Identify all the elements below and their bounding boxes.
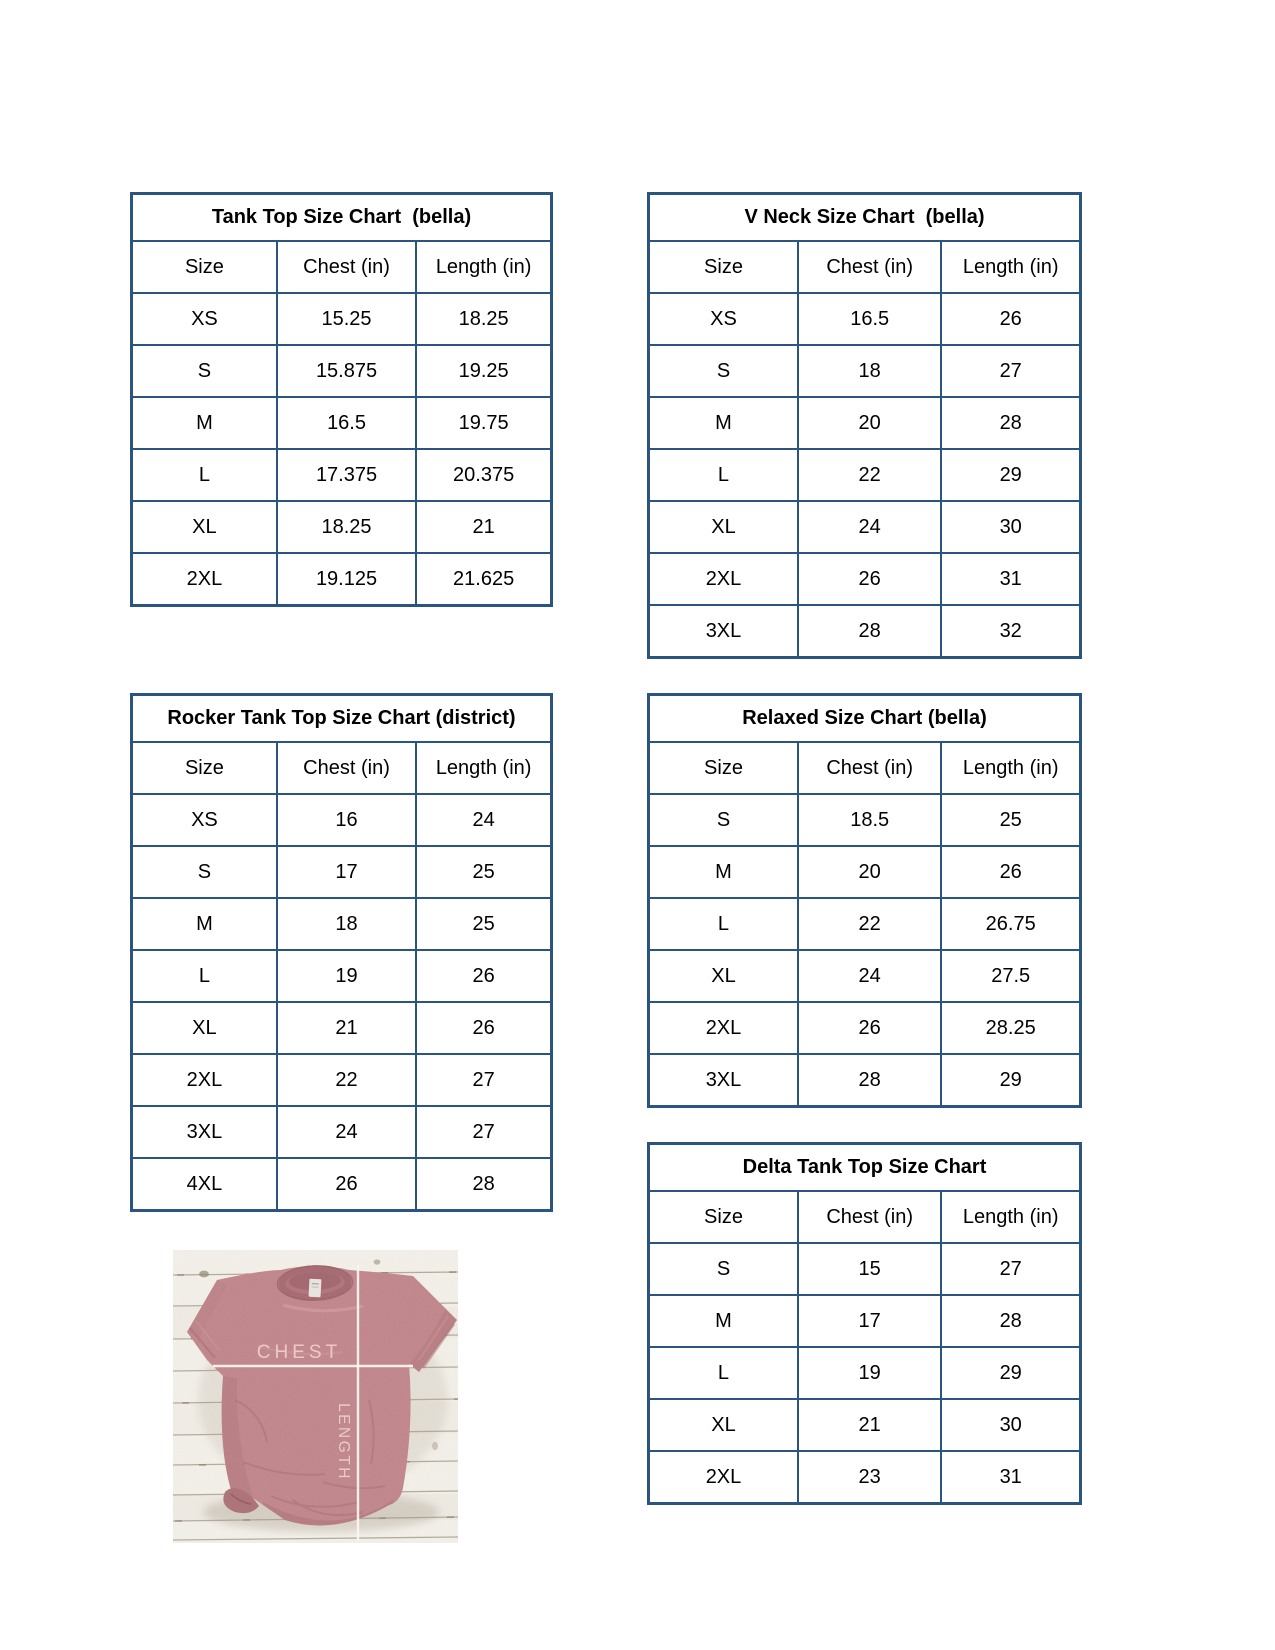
data-row bbox=[132, 1158, 552, 1211]
table-cell: 21 bbox=[277, 1002, 416, 1054]
table-cell: 26 bbox=[277, 1158, 416, 1211]
table-cell: 19.125 bbox=[277, 553, 416, 606]
data-row bbox=[649, 898, 1081, 950]
header-row bbox=[649, 742, 1081, 794]
column-header: Chest (in) bbox=[798, 241, 941, 293]
data-row bbox=[649, 846, 1081, 898]
table-cell: 24 bbox=[798, 501, 941, 553]
table-cell: 22 bbox=[798, 898, 941, 950]
table-cell: 3XL bbox=[649, 1054, 798, 1107]
table-cell: 2XL bbox=[649, 1002, 798, 1054]
data-row bbox=[132, 501, 552, 553]
data-row bbox=[132, 794, 552, 846]
table-cell: 19.75 bbox=[416, 397, 551, 449]
v-neck-size-chart-table bbox=[647, 192, 1082, 659]
table-cell: 25 bbox=[416, 898, 551, 950]
table-cell: 21 bbox=[416, 501, 551, 553]
table-body bbox=[649, 194, 1081, 658]
data-row bbox=[649, 794, 1081, 846]
column-header: Length (in) bbox=[941, 241, 1080, 293]
column-header: Size bbox=[649, 241, 798, 293]
table-cell: 15.25 bbox=[277, 293, 416, 345]
table-body bbox=[649, 695, 1081, 1107]
table-cell: 32 bbox=[941, 605, 1080, 658]
table-cell: L bbox=[132, 449, 277, 501]
table-cell: 24 bbox=[277, 1106, 416, 1158]
delta-tank-top-size-chart-table bbox=[647, 1142, 1082, 1505]
table-cell: M bbox=[132, 898, 277, 950]
table-cell: 28.25 bbox=[941, 1002, 1080, 1054]
data-row bbox=[132, 553, 552, 606]
column-header: Chest (in) bbox=[798, 1191, 941, 1243]
table-cell: 28 bbox=[416, 1158, 551, 1211]
column-header: Chest (in) bbox=[277, 241, 416, 293]
table-cell: 29 bbox=[941, 449, 1080, 501]
table-cell: 26 bbox=[416, 950, 551, 1002]
table-cell: 27 bbox=[941, 1243, 1080, 1295]
table-cell: 26.75 bbox=[941, 898, 1080, 950]
table-cell: 21 bbox=[798, 1399, 941, 1451]
table-cell: 30 bbox=[941, 501, 1080, 553]
title-row bbox=[649, 194, 1081, 242]
table-cell: 25 bbox=[941, 794, 1080, 846]
data-row bbox=[649, 1002, 1081, 1054]
table-title: Rocker Tank Top Size Chart (district) bbox=[132, 695, 552, 743]
table-cell: M bbox=[649, 1295, 798, 1347]
relaxed-size-chart-table bbox=[647, 693, 1082, 1108]
table-cell: XS bbox=[132, 794, 277, 846]
rocker-tank-top-size-chart-table bbox=[130, 693, 553, 1212]
table-title: V Neck Size Chart (bella) bbox=[649, 194, 1081, 242]
column-header: Chest (in) bbox=[277, 742, 416, 794]
table-body bbox=[132, 194, 552, 606]
table-cell: XS bbox=[649, 293, 798, 345]
length-label: LENGTH bbox=[335, 1403, 352, 1481]
table-cell: 15.875 bbox=[277, 345, 416, 397]
table-cell: S bbox=[649, 794, 798, 846]
table-cell: 27 bbox=[416, 1054, 551, 1106]
column-header: Size bbox=[132, 241, 277, 293]
table-cell: 31 bbox=[941, 1451, 1080, 1504]
table-cell: L bbox=[649, 1347, 798, 1399]
table-cell: 25 bbox=[416, 846, 551, 898]
title-row bbox=[132, 194, 552, 242]
table-cell: S bbox=[649, 1243, 798, 1295]
table-cell: XL bbox=[132, 1002, 277, 1054]
table-cell: 22 bbox=[798, 449, 941, 501]
data-row bbox=[649, 1295, 1081, 1347]
table-cell: 29 bbox=[941, 1054, 1080, 1107]
tank-top-size-chart-table bbox=[130, 192, 553, 607]
table-cell: 28 bbox=[798, 605, 941, 658]
data-row bbox=[649, 345, 1081, 397]
table-cell: 29 bbox=[941, 1347, 1080, 1399]
table-cell: 18 bbox=[798, 345, 941, 397]
table-title: Relaxed Size Chart (bella) bbox=[649, 695, 1081, 743]
table-cell: 19 bbox=[277, 950, 416, 1002]
data-row bbox=[649, 501, 1081, 553]
table-body bbox=[132, 695, 552, 1211]
column-header: Size bbox=[132, 742, 277, 794]
header-row bbox=[649, 1191, 1081, 1243]
data-row bbox=[649, 553, 1081, 605]
table-cell: 3XL bbox=[132, 1106, 277, 1158]
data-row bbox=[132, 397, 552, 449]
table-cell: M bbox=[649, 397, 798, 449]
table-cell: XL bbox=[649, 501, 798, 553]
data-row bbox=[132, 293, 552, 345]
table-cell: 16 bbox=[277, 794, 416, 846]
table-cell: 26 bbox=[798, 1002, 941, 1054]
data-row bbox=[132, 950, 552, 1002]
table-cell: S bbox=[132, 345, 277, 397]
header-row bbox=[132, 742, 552, 794]
data-row bbox=[132, 1002, 552, 1054]
data-row bbox=[132, 345, 552, 397]
table-cell: S bbox=[132, 846, 277, 898]
table-cell: 2XL bbox=[649, 1451, 798, 1504]
data-row bbox=[649, 605, 1081, 658]
table-cell: L bbox=[132, 950, 277, 1002]
column-header: Length (in) bbox=[941, 742, 1080, 794]
table-cell: L bbox=[649, 898, 798, 950]
data-row bbox=[649, 950, 1081, 1002]
data-row bbox=[649, 1243, 1081, 1295]
table-cell: 18.25 bbox=[277, 501, 416, 553]
table-cell: 16.5 bbox=[798, 293, 941, 345]
tshirt-measurement-photo bbox=[173, 1250, 458, 1543]
column-header: Size bbox=[649, 742, 798, 794]
header-row bbox=[132, 241, 552, 293]
table-cell: 26 bbox=[941, 293, 1080, 345]
table-cell: 20 bbox=[798, 846, 941, 898]
data-row bbox=[132, 1106, 552, 1158]
table-cell: S bbox=[649, 345, 798, 397]
tshirt-measurement-illustration bbox=[173, 1250, 458, 1543]
table-cell: 23 bbox=[798, 1451, 941, 1504]
table-cell: 27 bbox=[416, 1106, 551, 1158]
table-cell: XL bbox=[649, 950, 798, 1002]
table-cell: 30 bbox=[941, 1399, 1080, 1451]
column-header: Length (in) bbox=[416, 241, 551, 293]
table-cell: 28 bbox=[941, 1295, 1080, 1347]
table-cell: 31 bbox=[941, 553, 1080, 605]
data-row bbox=[649, 397, 1081, 449]
table-cell: 24 bbox=[798, 950, 941, 1002]
table-cell: 17 bbox=[277, 846, 416, 898]
table-title: Delta Tank Top Size Chart bbox=[649, 1144, 1081, 1192]
data-row bbox=[649, 293, 1081, 345]
table-cell: 17 bbox=[798, 1295, 941, 1347]
table-cell: M bbox=[649, 846, 798, 898]
collar-tag bbox=[309, 1279, 322, 1298]
table-cell: 17.375 bbox=[277, 449, 416, 501]
chest-label: CHEST bbox=[256, 1342, 342, 1363]
table-cell: XS bbox=[132, 293, 277, 345]
table-cell: 28 bbox=[941, 397, 1080, 449]
header-row bbox=[649, 241, 1081, 293]
data-row bbox=[132, 449, 552, 501]
title-row bbox=[649, 695, 1081, 743]
table-cell: L bbox=[649, 449, 798, 501]
column-header: Length (in) bbox=[941, 1191, 1080, 1243]
table-cell: 20.375 bbox=[416, 449, 551, 501]
table-cell: 20 bbox=[798, 397, 941, 449]
table-cell: 28 bbox=[798, 1054, 941, 1107]
table-cell: 19 bbox=[798, 1347, 941, 1399]
data-row bbox=[132, 1054, 552, 1106]
table-cell: 19.25 bbox=[416, 345, 551, 397]
table-cell: XL bbox=[132, 501, 277, 553]
data-row bbox=[132, 846, 552, 898]
table-title: Tank Top Size Chart (bella) bbox=[132, 194, 552, 242]
table-cell: M bbox=[132, 397, 277, 449]
table-cell: 21.625 bbox=[416, 553, 551, 606]
column-header: Size bbox=[649, 1191, 798, 1243]
table-cell: 4XL bbox=[132, 1158, 277, 1211]
table-cell: 2XL bbox=[649, 553, 798, 605]
data-row bbox=[649, 449, 1081, 501]
column-header: Length (in) bbox=[416, 742, 551, 794]
table-cell: 18.25 bbox=[416, 293, 551, 345]
table-cell: 16.5 bbox=[277, 397, 416, 449]
table-body bbox=[649, 1144, 1081, 1504]
table-cell: XL bbox=[649, 1399, 798, 1451]
table-cell: 24 bbox=[416, 794, 551, 846]
data-row bbox=[649, 1451, 1081, 1504]
data-row bbox=[649, 1054, 1081, 1107]
data-row bbox=[132, 898, 552, 950]
data-row bbox=[649, 1347, 1081, 1399]
table-cell: 26 bbox=[416, 1002, 551, 1054]
table-cell: 27 bbox=[941, 345, 1080, 397]
column-header: Chest (in) bbox=[798, 742, 941, 794]
title-row bbox=[132, 695, 552, 743]
table-cell: 18 bbox=[277, 898, 416, 950]
table-cell: 15 bbox=[798, 1243, 941, 1295]
table-cell: 22 bbox=[277, 1054, 416, 1106]
table-cell: 18.5 bbox=[798, 794, 941, 846]
table-cell: 3XL bbox=[649, 605, 798, 658]
data-row bbox=[649, 1399, 1081, 1451]
table-cell: 27.5 bbox=[941, 950, 1080, 1002]
table-cell: 2XL bbox=[132, 1054, 277, 1106]
table-cell: 26 bbox=[798, 553, 941, 605]
table-cell: 2XL bbox=[132, 553, 277, 606]
title-row bbox=[649, 1144, 1081, 1192]
table-cell: 26 bbox=[941, 846, 1080, 898]
